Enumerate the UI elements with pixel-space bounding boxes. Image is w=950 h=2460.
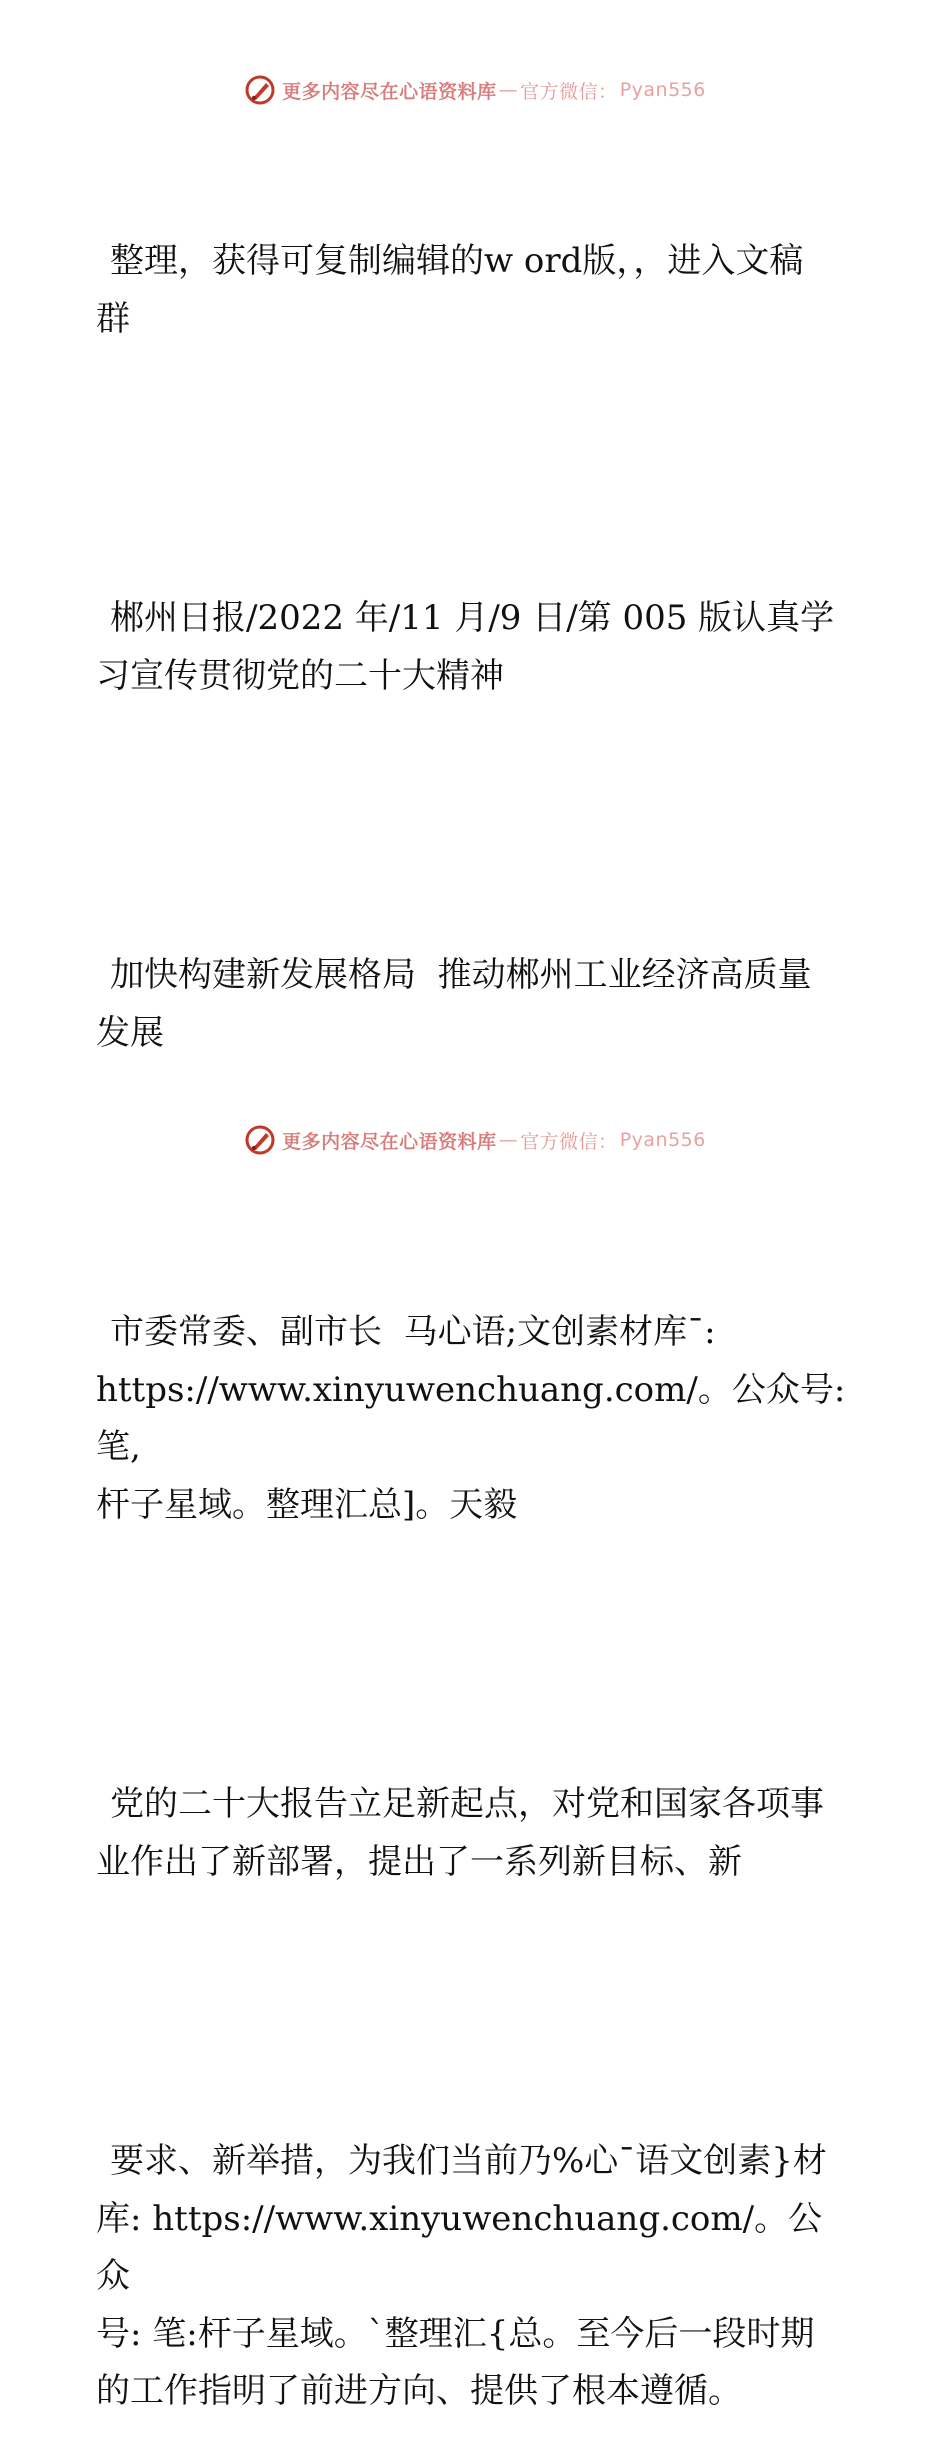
paragraph-line: 发展 [96, 1012, 164, 1053]
quill-logo-icon [244, 74, 276, 106]
watermark-site-text: 更多内容尽在心语资料库 [282, 1130, 497, 1153]
paragraph-line: 要求、新举措，为我们当前乃%心¯语文创素}材 [110, 2141, 827, 2181]
watermark-banner-bottom [0, 1120, 950, 1160]
paragraph-line: 习宣传贯彻党的二十大精神 [96, 655, 504, 696]
watermark-wechat-label: 官方微信： [520, 80, 618, 103]
quill-logo-icon [244, 1124, 276, 1156]
paragraph-line: 加快构建新发展格局 推动郴州工业经济高质量 [110, 955, 812, 995]
paragraph-line: 市委常委、副市长 马心语;文创素材库¯: [110, 1312, 716, 1352]
paragraph [96, 118, 856, 463]
paragraph [96, 475, 856, 820]
paragraph-line: 库: https://www.xinyuwenchuang.com/。公众 [96, 2198, 823, 2296]
watermark-wechat-label: 官方微信： [520, 1130, 618, 1153]
paragraph [96, 1189, 856, 1649]
paragraph-line: 号: 笔:杆子星域。`整理汇{总。至今后一段时期 [96, 2313, 815, 2354]
watermark-wechat-account: Pyan556 [619, 1129, 706, 1151]
watermark-site-text: 更多内容尽在心语资料库 [282, 80, 497, 103]
watermark-separator: — [498, 1129, 519, 1151]
paragraph [96, 1661, 856, 2006]
paragraph-line: 郴州日报/2022 年/11 月/9 日/第 005 版认真学 [110, 598, 835, 638]
watermark-banner-top [0, 70, 950, 110]
paragraph-line: 业作出了新部署，提出了一系列新目标、新 [96, 1841, 742, 1882]
paragraph-line: 党的二十大报告立足新起点，对党和国家各项事 [110, 1784, 824, 1824]
paragraph-line: 群 [96, 298, 130, 339]
document-body [96, 118, 856, 2460]
paragraph-line: 整理，获得可复制编辑的w ord版，，进入文稿 [110, 241, 804, 281]
watermark-wechat-account: Pyan556 [619, 79, 706, 101]
paragraph-line: 的工作指明了前进方向、提供了根本遵循。 [96, 2371, 742, 2411]
paragraph [96, 2018, 856, 2460]
paragraph-line: https://www.xinyuwenchuang.com/。公众号: 笔, [96, 1369, 857, 1467]
watermark-separator: — [498, 79, 519, 101]
paragraph-line: 杆子星域。整理汇总]。天毅 [96, 1484, 518, 1525]
